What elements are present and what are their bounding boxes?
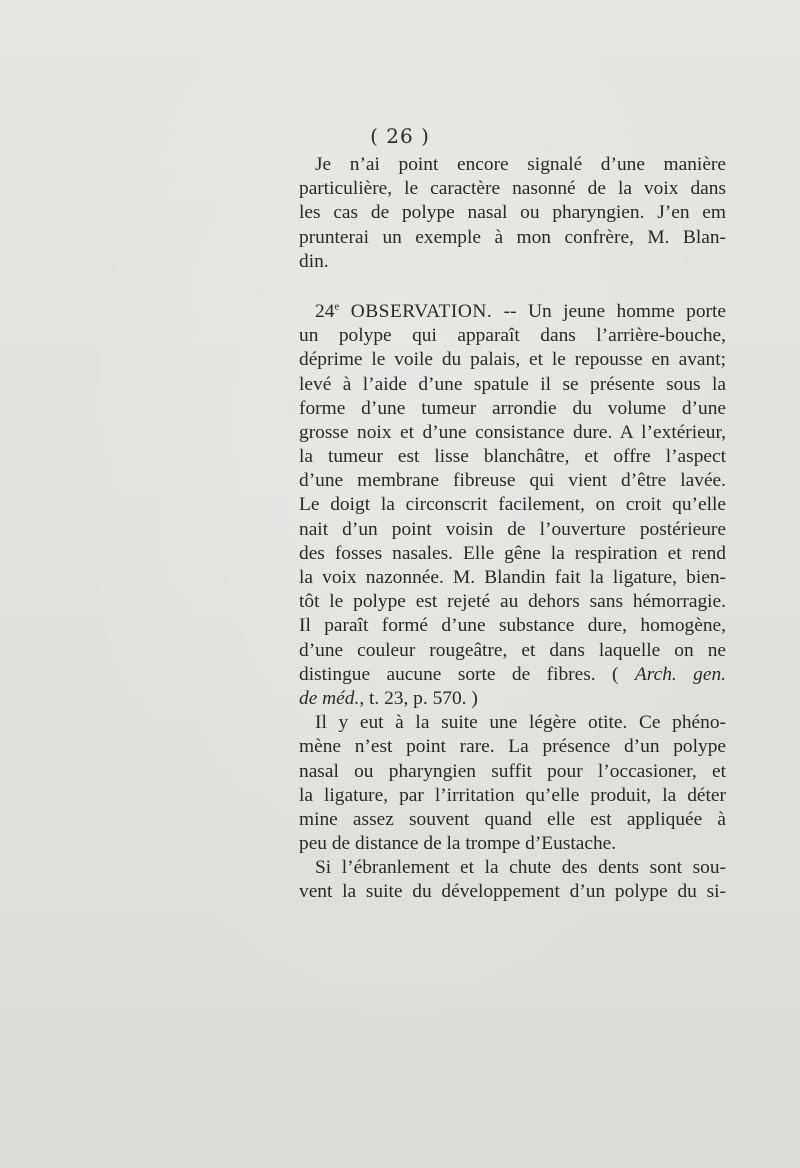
paragraph-gap (299, 274, 726, 300)
text-line: vent la suite du développement d’un polype du si- (299, 881, 726, 903)
text-line: nasal ou pharyngien suffit pour l’occasioner, et (299, 760, 726, 782)
observation-heading-line (299, 300, 726, 324)
text-line: Il paraît formé d’une substance dure, homogène, (299, 615, 726, 637)
text-line: nait d’un point voisin de l’ouverture postérieure (299, 518, 726, 540)
reference-journal: Arch. gen. (634, 663, 726, 685)
text-line: Le doigt la circonscrit facilement, on croit qu’elle (299, 494, 726, 516)
text-line: des fosses nasales. Elle gêne la respiration et rend (299, 542, 726, 564)
page-number: ( 26 ) (370, 124, 430, 148)
text-line: la voix nazonnée. M. Blandin fait la ligature, bien- (299, 567, 726, 588)
text-line: forme d’une tumeur arrondie du volume d’une (299, 397, 726, 419)
reference-journal-cont: de méd. (299, 687, 360, 709)
reference-text: distingue aucune sorte de fibres. ( (299, 663, 619, 685)
text-line: peu de distance de la trompe d’Eustache. (299, 833, 617, 855)
text-line: din. (299, 250, 329, 272)
text-line: levé à l’aide d’une spatule il se présente sous la (299, 373, 726, 395)
text-line: mine assez souvent quand elle est appliquée à (299, 808, 726, 830)
text-line: prunterai un exemple à mon confrère, M. Blan- (299, 226, 726, 248)
observation-number: 24 (315, 300, 335, 322)
text-line: grosse noix et d’une consistance dure. A l’extérieur, (299, 421, 726, 443)
text-line: Je n’ai point encore signalé d’une manière (315, 154, 726, 175)
text-line: Il y eut à la suite une légère otite. Ce phéno- (315, 712, 726, 734)
reference-line (299, 663, 726, 687)
text-line: mène n’est point rare. La présence d’un polype (299, 736, 726, 758)
text-line: un polype qui apparaît dans l’arrière-bouche, (299, 325, 726, 347)
text-line: les cas de polype nasal ou pharyngien. J’en em (299, 202, 726, 224)
observation-first-line: -- Un jeune homme porte (492, 300, 726, 322)
text-line: particulière, le caractère nasonné de la voix dans (299, 178, 726, 200)
text-line: Si l’ébranlement et la chute des dents sont sou- (315, 857, 726, 879)
observation-superscript: e (334, 300, 340, 313)
text-line: la tumeur est lisse blanchâtre, et offre l’aspect (299, 446, 726, 468)
text-line: la ligature, par l’irritation qu’elle produit, la déter (299, 784, 726, 806)
reference-volume: , t. 23, p. 570. ) (359, 687, 478, 709)
text-line: d’une couleur rougeâtre, et dans laquelle on ne (299, 639, 726, 661)
text-line: tôt le polype est rejeté au dehors sans hémorragie. (299, 591, 726, 613)
text-line: déprime le voile du palais, et le repousse en avant; (299, 349, 726, 371)
observation-label: OBSERVATION. (350, 300, 493, 322)
text-line: d’une membrane fibreuse qui vient d’être lavée. (299, 470, 726, 492)
body-text (299, 153, 726, 905)
reference-line (299, 687, 726, 711)
